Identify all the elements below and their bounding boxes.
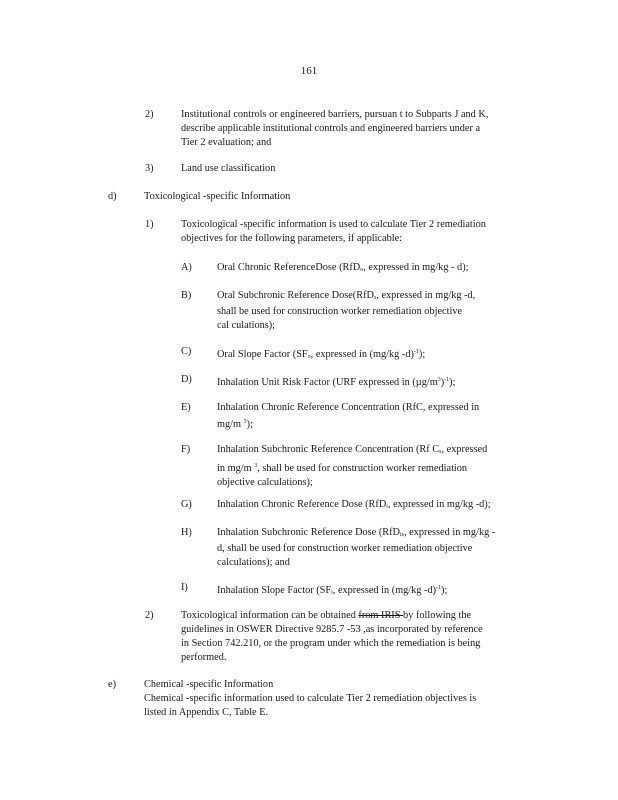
text-line: describe applicable institutional controls and engineered barriers under a [181,123,481,134]
text-run: , expressed in (mg/kg -d) [310,349,414,360]
item-text [181,218,536,246]
section-marker: e) [108,679,116,690]
item-text: Land use classification [181,163,276,174]
item-text [217,526,537,570]
subscript: o [360,267,364,273]
item-marker: G) [181,499,192,510]
text-run: , expressed in mg/kg - [404,527,496,538]
superscript: -1 [444,377,450,383]
item-text [144,678,534,720]
text-run: ); [449,377,456,388]
text-run: ); [246,419,253,430]
superscript: 3 [437,377,441,383]
text-line: cal culations); [217,320,276,331]
text-line [217,289,537,305]
superscript: -1 [413,349,419,355]
item-marker: A) [181,262,192,273]
text-line: Chemical -specific information used to calculate Tier 2 remediation objectives is [144,693,477,704]
item-marker: F) [181,444,191,455]
text-line: guidelines in OSWER Directive 9285.7 -53 ,as incorporated by reference [181,624,483,635]
item-marker: 2) [145,109,154,120]
item-marker: C) [181,346,192,357]
text-line [217,345,537,364]
page-number: 161 [300,65,318,77]
subscript: s [439,449,442,455]
item-marker: D) [181,374,192,385]
text-run: Oral Chronic ReferenceDose (RfD [217,262,361,273]
item-text [217,345,537,364]
section-heading: Toxicological -specific Information [144,191,291,202]
text-run: Inhalation Subchronic Reference Concentration (Rf C [217,444,440,455]
text-run: , shall be used for construction worker remediation [257,463,468,474]
text-run: Toxicological information can be obtained [181,610,359,621]
item-text [181,108,536,150]
text-line: objective calculations); [217,477,313,488]
text-line: in Section 742.210, or the program under which the remediation is being [181,638,481,649]
item-text [217,401,537,432]
item-text [217,581,537,600]
text-run: mg/m [217,419,242,430]
text-line [217,459,537,476]
item-text [181,609,536,665]
section-marker: d) [108,191,117,202]
item-text [217,261,537,277]
text-line [217,581,537,600]
text-line [217,415,537,432]
text-run: , expressed in mg/kg -d); [387,499,491,510]
item-marker: I) [181,582,188,593]
text-line: Tier 2 evaluation; and [181,137,272,148]
text-line: calculations); and [217,557,290,568]
section-heading: Chemical -specific Information [144,679,274,690]
superscript: 3 [254,463,258,469]
item-text [217,289,537,333]
superscript: 3 [243,419,247,425]
item-marker: E) [181,402,191,413]
text-line: shall be used for construction worker remediation objective [217,306,463,317]
item-text [217,498,537,514]
item-marker: B) [181,290,192,301]
text-line [217,261,537,277]
item-marker: 3) [145,163,154,174]
text-run: Inhalation Unit Risk Factor (URF expressed in (µg/m [217,377,438,388]
text-line: objectives for the following parameters, if applicable: [181,233,403,244]
text-line [217,526,537,542]
item-marker: 1) [145,219,154,230]
text-run: by following the [403,610,472,621]
text-run: , expressed in mg/kg - d); [363,262,469,273]
text-line [217,373,537,390]
item-text [217,443,537,490]
text-line [217,443,537,459]
text-run: ); [418,349,426,360]
text-line: d, shall be used for construction worker remediation objective [217,543,473,554]
text-line: Toxicological -specific information is used to calculate Tier 2 remediation [181,219,486,230]
subscript: i [331,590,333,596]
text-run: Inhalation Chronic Reference Dose (RfD [217,499,387,510]
subscript: is [400,532,405,538]
subscript: o [307,354,311,360]
subscript: s [373,295,377,301]
text-run: ); [441,585,448,596]
item-marker: 2) [145,610,154,621]
text-run: , expressed [441,444,488,455]
text-run: Inhalation Subchronic Reference Dose (RfD [217,527,400,538]
text-run: in mg/m [217,463,252,474]
struck-text: from IRIS [358,610,404,621]
item-marker: H) [181,527,192,538]
item-text [217,373,537,390]
subscript: i [386,504,388,510]
text-run: Oral Subchronic Reference Dose(RfD [217,290,374,301]
text-run: Inhalation Slope Factor (SF [217,585,332,596]
text-line: listed in Appendix C, Table E. [144,707,269,718]
text-line: performed. [181,652,227,663]
text-line [181,609,536,623]
text-line: Institutional controls or engineered barriers, pursuan t to Subparts J and K, [181,109,489,120]
text-run: Oral Slope Factor (SF [217,349,308,360]
text-run: , expressed in mg/kg -d, [376,290,476,301]
text-line: Inhalation Chronic Reference Concentration (RfC, expressed in [217,402,480,413]
text-line [217,498,537,514]
text-run: ) [440,377,445,388]
superscript: -1 [436,585,442,591]
text-run: , expressed in (mg/kg -d) [332,585,437,596]
